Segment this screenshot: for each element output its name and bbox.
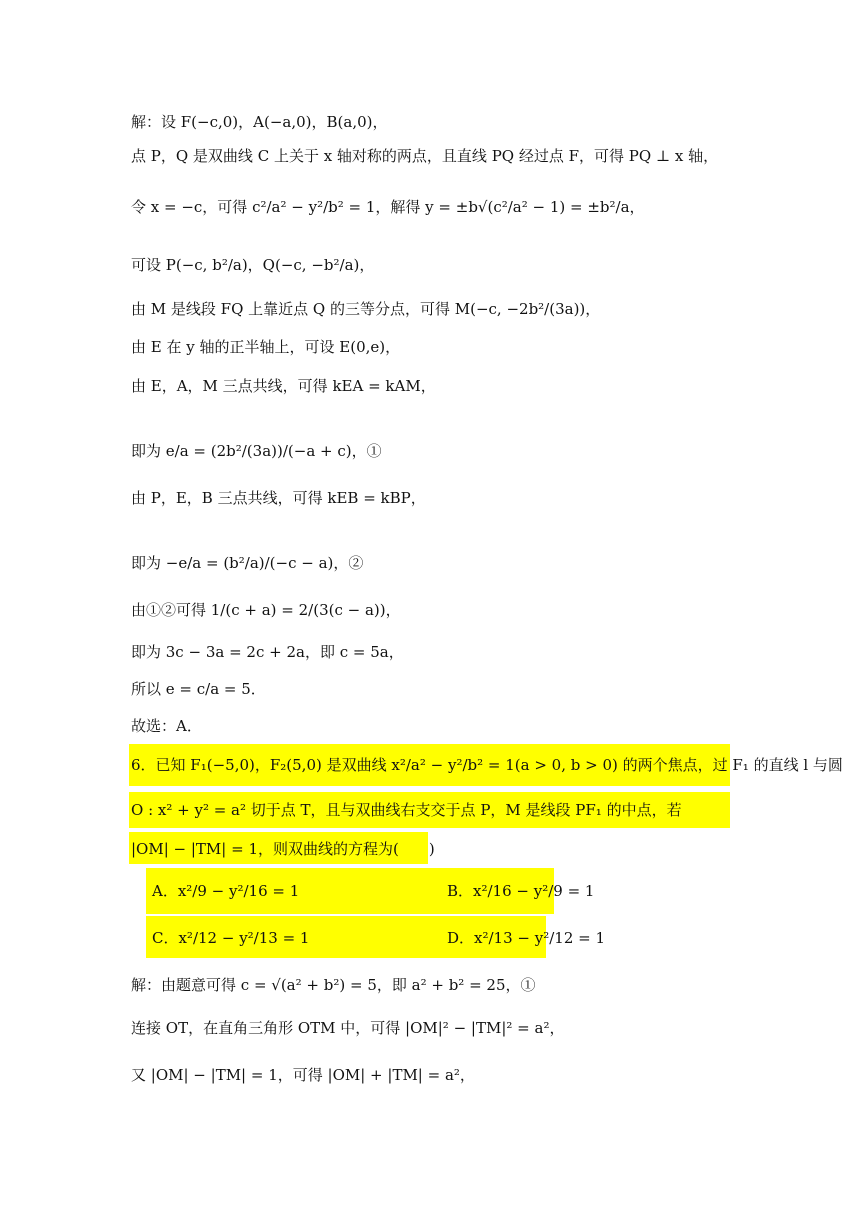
question-line: |OM| − |TM| = 1，则双曲线的方程为( )	[131, 840, 435, 858]
text-line: 由 M 是线段 FQ 上靠近点 Q 的三等分点，可得 M(−c, −2b²/(3a))，	[131, 300, 601, 318]
text-line: 解：设 F(−c,0)，A(−a,0)，B(a,0)，	[131, 113, 388, 131]
text-line: 由①②可得 1/(c + a) = 2/(3(c − a))，	[131, 601, 401, 619]
text-line: 点 P，Q 是双曲线 C 上关于 x 轴对称的两点，且直线 PQ 经过点 F，可得 PQ ⊥ x 轴，	[131, 147, 719, 165]
text-line: 由 E 在 y 轴的正半轴上，可设 E(0,e)，	[131, 338, 401, 356]
text-line: 连接 OT，在直角三角形 OTM 中，可得 |OM|² − |TM|² = a²，	[131, 1019, 565, 1037]
text-line: 由 P，E，B 三点共线，可得 kEB = kBP，	[131, 489, 426, 507]
option-b: B．x²/16 − y²/9 = 1	[447, 882, 595, 900]
text-line: 可设 P(−c, b²/a)，Q(−c, −b²/a)，	[131, 256, 375, 274]
text-line: 又 |OM| − |TM| = 1，可得 |OM| + |TM| = a²，	[131, 1066, 475, 1084]
option-d: D．x²/13 − y²/12 = 1	[447, 929, 606, 947]
text-line: 故选：A．	[131, 717, 202, 735]
text-line: 由 E，A，M 三点共线，可得 kEA = kAM，	[131, 377, 436, 395]
text-line: 即为 −e/a = (b²/a)/(−c − a)，②	[131, 554, 364, 572]
option-c: C．x²/12 − y²/13 = 1	[152, 929, 310, 947]
text-line: 所以 e = c/a = 5．	[131, 680, 266, 698]
text-line: 解：由题意可得 c = √(a² + b²) = 5，即 a² + b² = 25，①	[131, 976, 536, 994]
text-line: 即为 e/a = (2b²/(3a))/(−a + c)，①	[131, 442, 382, 460]
text-line: 令 x = −c，可得 c²/a² − y²/b² = 1，解得 y = ±b√(c²/a² − 1) = ±b²/a，	[131, 198, 645, 216]
option-a: A．x²/9 − y²/16 = 1	[152, 882, 300, 900]
question-line: 6．已知 F₁(−5,0)，F₂(5,0) 是双曲线 x²/a² − y²/b² = 1(a > 0, b > 0) 的两个焦点，过 F₁ 的直线 l 与圆	[131, 756, 843, 774]
question-line: O : x² + y² = a² 切于点 T，且与双曲线右支交于点 P，M 是线段 PF₁ 的中点，若	[131, 801, 682, 819]
text-line: 即为 3c − 3a = 2c + 2a，即 c = 5a，	[131, 643, 404, 661]
